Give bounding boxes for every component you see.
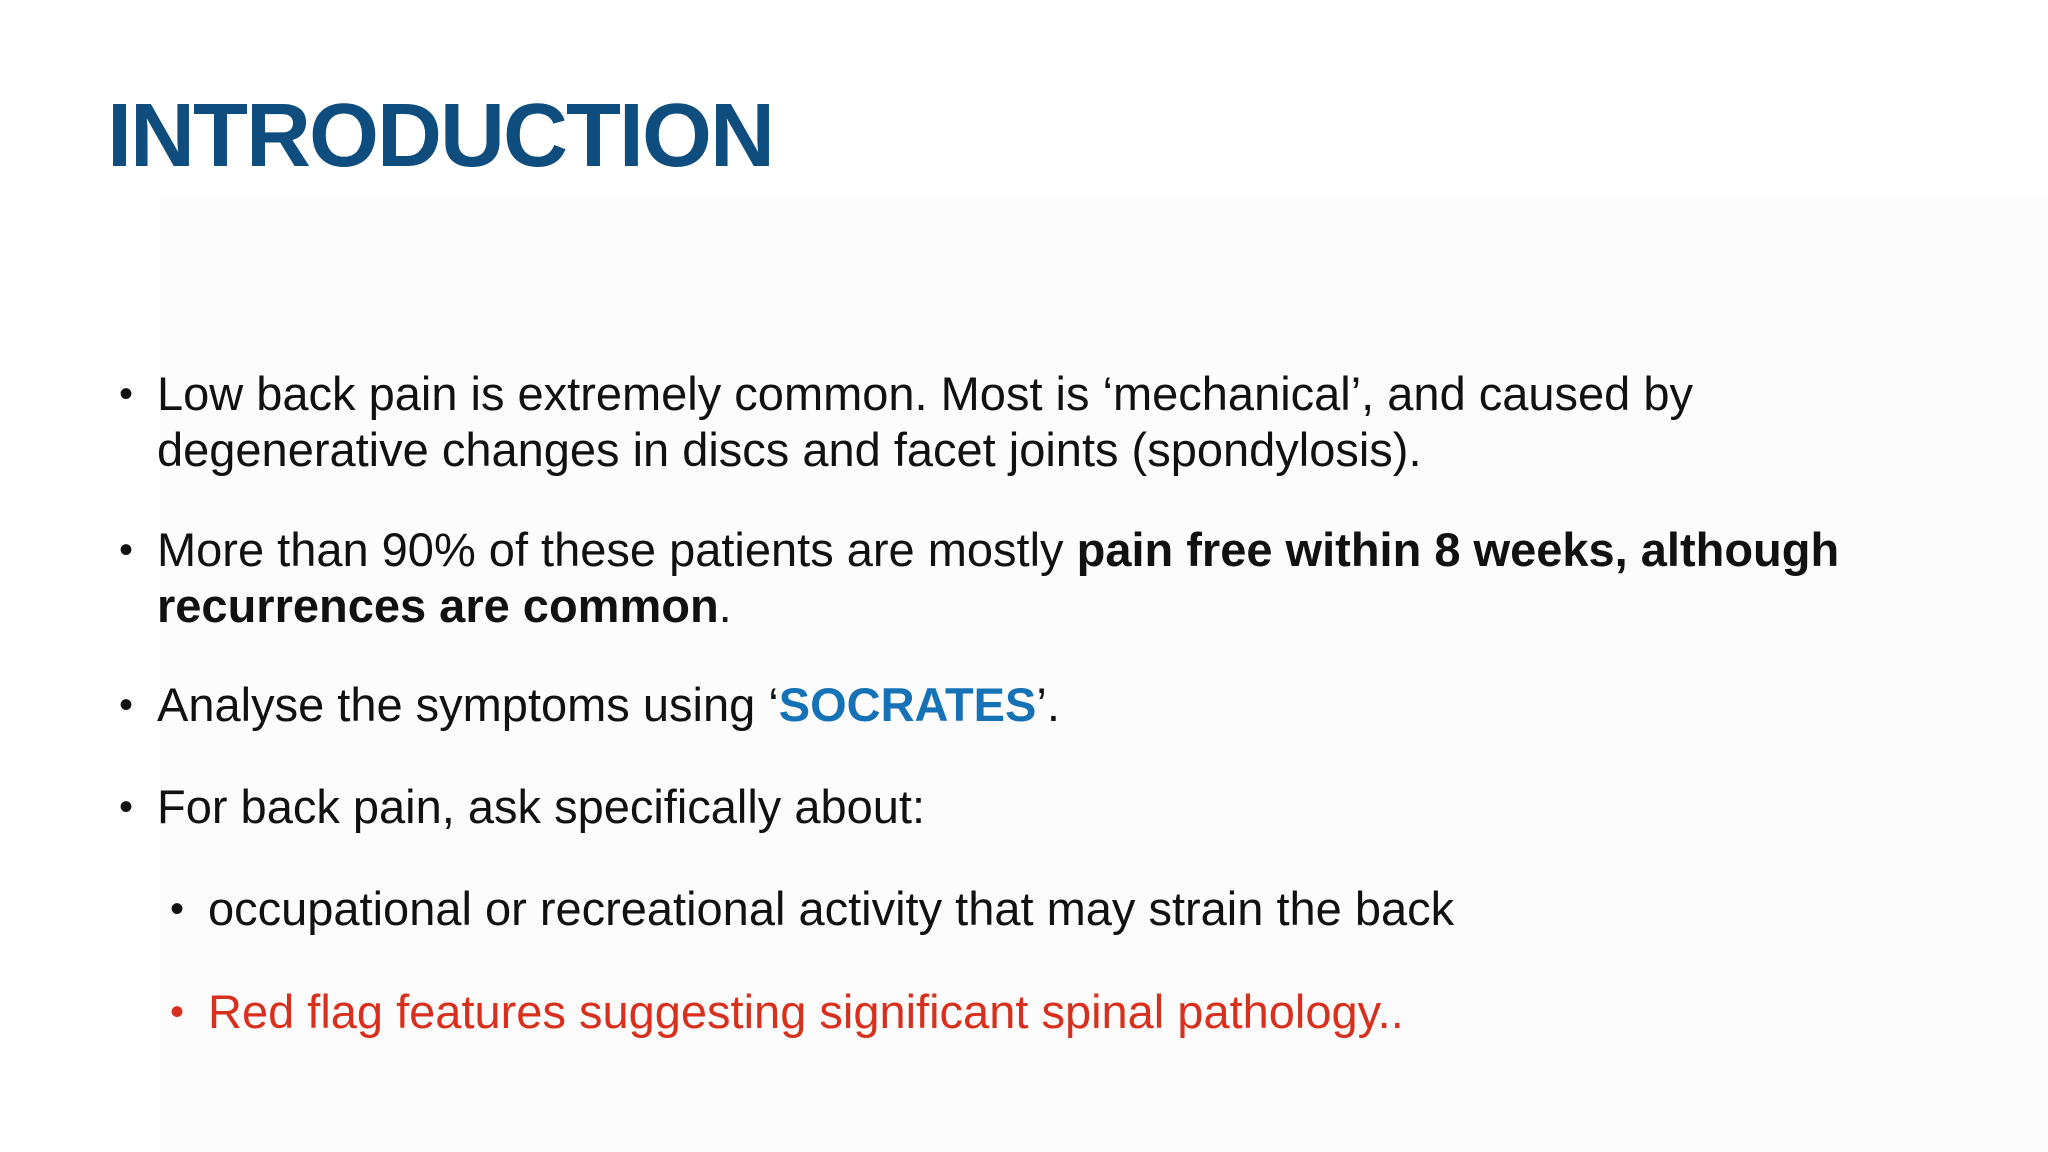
- bullet-icon: •: [118, 372, 133, 416]
- bullet-text: Low back pain is extremely common. Most is ‘mechanical’, and caused by degenerative changes in discs and facet joints (spondylosis).: [157, 367, 1694, 476]
- bullet-icon: •: [118, 683, 133, 727]
- bullet-text-end: .: [718, 579, 732, 632]
- bullet-text: Analyse the symptoms using ‘: [157, 678, 779, 731]
- bullet-item-socrates: [118, 677, 1917, 733]
- bullet-item-low-back-pain: [118, 366, 1917, 478]
- bullet-icon: •: [169, 990, 184, 1034]
- bullet-icon: •: [118, 785, 133, 829]
- bullet-text: For back pain, ask specifically about:: [157, 780, 926, 833]
- bullet-text: Red flag features suggesting significant spinal pathology..: [208, 985, 1404, 1038]
- bullet-item-recovery: [118, 522, 1917, 634]
- bullet-icon: •: [118, 528, 133, 572]
- slide-title: INTRODUCTION: [107, 86, 773, 186]
- bullet-icon: •: [169, 887, 184, 931]
- bullet-text: occupational or recreational activity that may strain the back: [208, 882, 1455, 935]
- bullet-text-end: ’.: [1036, 678, 1060, 731]
- socrates-highlight: SOCRATES: [778, 678, 1037, 731]
- bullet-item-ask-about: [118, 779, 1917, 835]
- sub-bullet-item-red-flags: [169, 984, 1908, 1040]
- sub-bullet-item-activity: [169, 881, 1908, 937]
- bullet-bold-text: pain free within 8 weeks, although recurrences are common: [157, 523, 1840, 632]
- bullet-text: More than 90% of these patients are mostly: [157, 523, 1077, 576]
